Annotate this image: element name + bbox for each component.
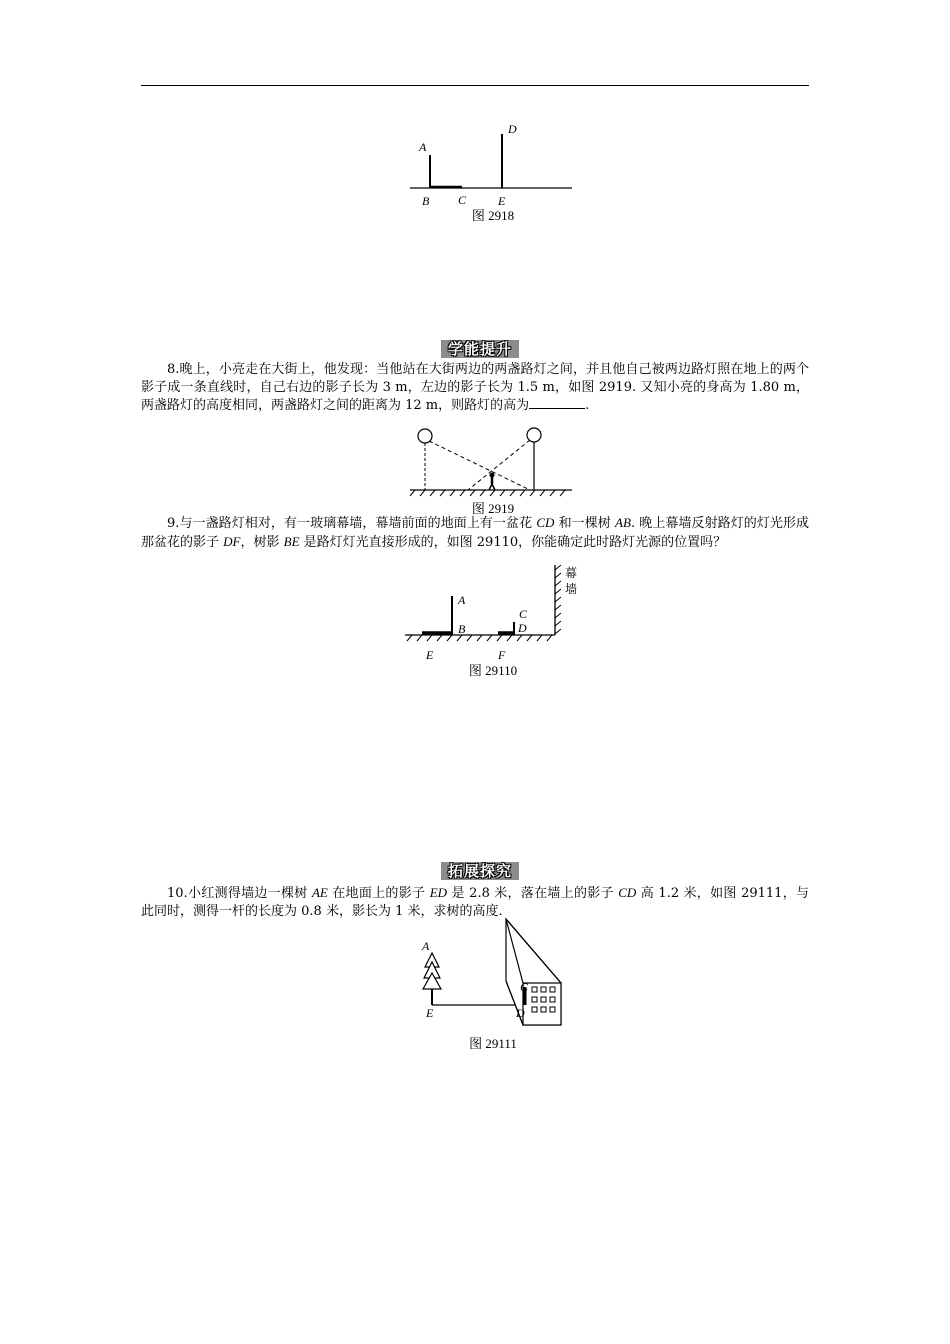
q9-var-cd: CD: [536, 515, 555, 530]
figure-29110-caption: 图 29110: [468, 663, 518, 678]
q8-number: 8.: [167, 362, 180, 377]
section-heading-1: 学能提升: [441, 340, 519, 358]
label-F: F: [498, 648, 506, 662]
q9-var-df: DF: [223, 533, 241, 549]
section-heading-2: 拓展探究: [441, 862, 519, 880]
label-C: C: [520, 980, 529, 994]
q10-text-3: 是 2.8 米，落在墙上的影子: [447, 886, 619, 901]
q8-text: 晚上，小亮走在大街上，他发现：当他站在大街两边的两盏路灯之间，并且他自己被两边路灯照在地上的两个影子成一条直线时，自己右边的影子长为 3 m，左边的影子长为 1.5 m，如图 2919. 又知小亮的身高为 1.80 m，两盏路灯的高度相同，两盏路灯之间的距离为 12 m，则路灯的高为: [141, 362, 809, 413]
figure-29110: [400, 560, 590, 660]
figure-2918-caption: 图 2918: [471, 208, 515, 223]
label-A: A: [419, 140, 427, 154]
label-C: C: [458, 193, 467, 207]
label-A: A: [422, 939, 430, 953]
label-C: C: [519, 607, 528, 621]
q10-number: 10.: [167, 886, 188, 901]
q10-var-ed: ED: [429, 885, 448, 900]
q9-text-1: 与一盏路灯相对，有一玻璃幕墙，幕墙前面的地面上有一盆花: [179, 516, 537, 531]
header-rule: [141, 85, 809, 86]
wall-label-2: 墙: [565, 582, 578, 596]
question-8: [141, 361, 809, 415]
q9-text-4: ，树影: [240, 534, 284, 550]
figure-2918: [405, 118, 580, 213]
figure-2919: [405, 424, 575, 499]
answer-blank[interactable]: [529, 396, 585, 409]
label-D: D: [508, 122, 517, 136]
q9-text-3: . 晚上幕墙反射路灯的灯光形成那盆花的影子: [141, 516, 810, 550]
label-B: B: [422, 194, 430, 208]
q10-text-4: 高 1.2 米，如图 29111，与此同时，测得一杆的长度为 0.8 米，影长为 1 米，求树的高度.: [141, 886, 810, 919]
q9-text-5: 是路灯灯光直接形成的，如图 29110，你能确定此时路灯光源的位置吗？: [299, 534, 727, 550]
figure-29111: [415, 915, 575, 1025]
q10-var-ae: AE: [311, 885, 328, 900]
q10-var-cd: CD: [618, 885, 637, 900]
label-D: D: [516, 1006, 525, 1020]
q10-text-1: 小红测得墙边一棵树: [187, 886, 312, 901]
question-9: [141, 514, 809, 551]
q9-number: 9.: [167, 516, 180, 531]
q8-period: .: [585, 398, 590, 413]
q10-text-2: 在地面上的影子: [327, 886, 430, 901]
figure-29111-caption: 图 29111: [469, 1036, 517, 1051]
label-B: B: [458, 622, 466, 636]
label-D: D: [518, 621, 527, 635]
label-E: E: [498, 194, 506, 208]
q9-var-ab: AB: [615, 515, 631, 530]
wall-label-1: 幕: [565, 566, 578, 580]
label-A: A: [458, 593, 466, 607]
figure-2919-caption: 图 2919: [471, 501, 515, 516]
q9-var-be: BE: [283, 533, 300, 549]
q9-text-2: 和一棵树: [554, 516, 616, 531]
label-E: E: [426, 1006, 434, 1020]
label-E: E: [426, 648, 434, 662]
